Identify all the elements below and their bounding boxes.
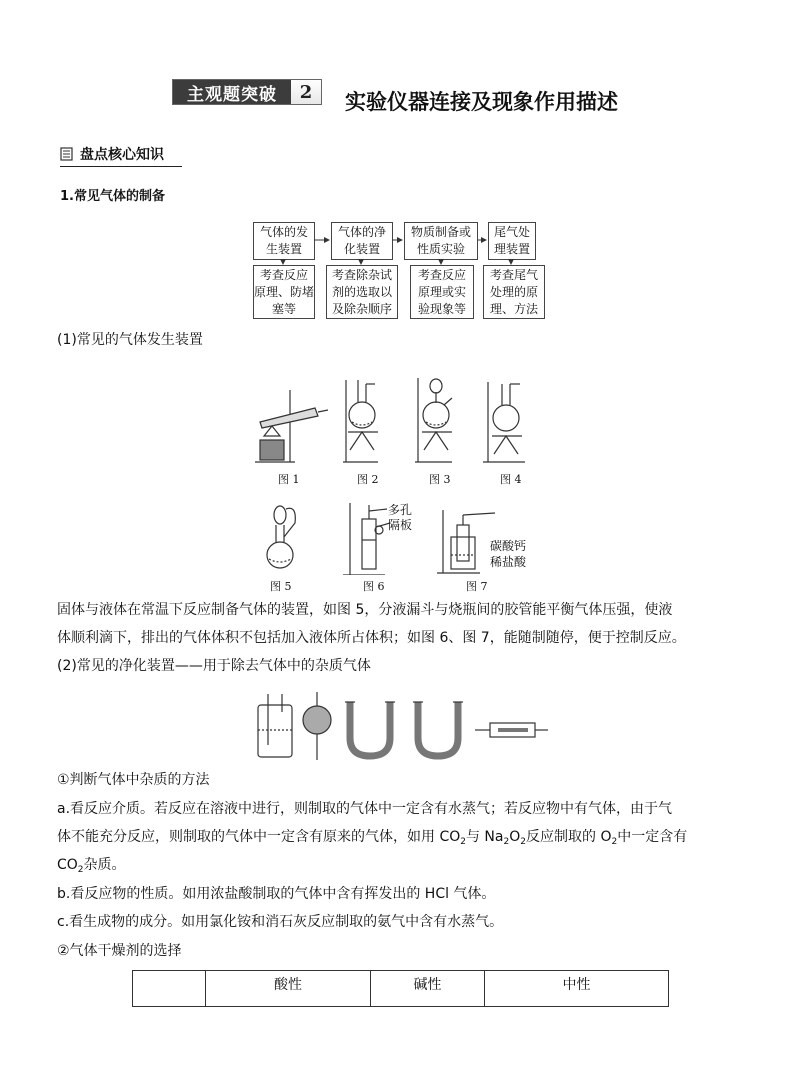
judge-a-text-3: O — [509, 829, 521, 845]
fig7-label-caco3: 碳酸钙 — [490, 539, 527, 553]
apparatus-fig2 — [343, 380, 378, 462]
table-header-cell: 酸性 — [206, 971, 371, 1007]
judge-title: ①判断气体中杂质的方法 — [57, 772, 210, 788]
flow-box-purification: 气体的净 化装置 — [331, 222, 393, 260]
apparatus-fig5 — [267, 506, 295, 568]
apparatus-fig3 — [415, 378, 452, 462]
topic-banner — [172, 79, 322, 105]
subheading-generation-devices: (1)常见的气体发生装置 — [57, 332, 203, 348]
flow-box-generation: 气体的发 生装置 — [253, 222, 315, 260]
caption-fig3: 图 3 — [429, 473, 451, 486]
u-tube-2 — [413, 702, 463, 756]
caption-fig5: 图 5 — [270, 580, 292, 593]
caption-fig6: 图 6 — [363, 580, 385, 593]
document-icon — [60, 147, 74, 161]
flow-box-exam-1: 考查反应 原理、防堵 塞等 — [253, 265, 315, 319]
fig6-porous-plate-label: 多孔 隔板 — [388, 503, 413, 532]
desiccant-table — [132, 970, 669, 1007]
flow-box-exam-4: 考查尾气 处理的原 理、方法 — [483, 265, 545, 319]
section-title: 盘点核心知识 — [80, 147, 164, 163]
page-title: 实验仪器连接及现象作用描述 — [345, 90, 618, 114]
subheading-purification-devices: (2)常见的净化装置——用于除去气体中的杂质气体 — [57, 658, 371, 674]
flow-box-tail-gas: 尾气处 理装置 — [488, 222, 536, 260]
flow-box-exam-2: 考查除杂试 剂的选取以 及除杂顺序 — [326, 265, 398, 319]
apparatus-fig4 — [483, 382, 525, 462]
flow-box-experiment: 物质制备或 性质实验 — [404, 222, 478, 260]
apparatus-fig6 — [343, 503, 390, 575]
judge-a-text-5: 中一定含有 — [617, 829, 688, 845]
table-header-row — [133, 971, 669, 1007]
caption-fig2: 图 2 — [357, 473, 379, 486]
judge-a-line3 — [57, 855, 126, 880]
gas-washing-bottle — [258, 694, 292, 757]
dry-title: ②气体干燥剂的选择 — [57, 943, 182, 959]
para1-line2: 体顺利滴下，排出的气体体积不包括加入液体所占体积；如图 6、图 7，能随制随停，便于控制反应。 — [57, 630, 686, 646]
apparatus-figures-row1 — [240, 370, 560, 470]
judge-a-text-7: 杂质。 — [83, 857, 126, 873]
caption-fig1: 图 1 — [278, 473, 300, 486]
judge-a-line2 — [57, 827, 687, 852]
purification-apparatus — [250, 690, 550, 765]
apparatus-fig1 — [255, 390, 328, 462]
horizontal-drying-tube — [475, 723, 548, 737]
caption-fig4: 图 4 — [500, 473, 522, 486]
table-header-cell: 碱性 — [371, 971, 485, 1007]
judge-a-text-6: CO — [57, 857, 78, 873]
heading-gas-preparation: 1.常见气体的制备 — [60, 189, 165, 204]
flow-box-exam-3: 考查反应 原理或实 验现象等 — [410, 265, 474, 319]
judge-b: b.看反应物的性质。如用浓盐酸制取的气体中含有挥发出的 HCl 气体。 — [57, 886, 496, 902]
section-underline — [60, 166, 182, 167]
banner-number: 2 — [291, 80, 321, 104]
table-header-cell: 中性 — [485, 971, 669, 1007]
subscript: 2 — [460, 837, 466, 847]
subscript: 2 — [503, 837, 510, 847]
flow-arrows — [240, 215, 560, 325]
subscript: 2 — [611, 837, 618, 847]
subscript: 2 — [520, 837, 526, 847]
judge-c: c.看生成物的成分。如用氯化铵和消石灰反应制取的氨气中含有水蒸气。 — [57, 914, 504, 930]
fig7-label-hcl: 稀盐酸 — [490, 555, 527, 569]
apparatus-fig7 — [437, 510, 495, 573]
judge-a-text-4: 反应制取的 O — [526, 829, 612, 845]
section-heading — [60, 143, 164, 165]
subscript: 2 — [77, 865, 84, 875]
table-header-cell — [133, 971, 206, 1007]
u-tube-1 — [345, 702, 395, 756]
judge-a-line1: a.看反应介质。若反应在溶液中进行，则制取的气体中一定含有水蒸气；若反应物中有气体，由于气 — [57, 801, 673, 817]
drying-tube-sphere — [303, 692, 331, 760]
para1-line1: 固体与液体在常温下反应制备气体的装置，如图 5，分液漏斗与烧瓶间的胶管能平衡气体压强，使液 — [57, 602, 673, 618]
judge-a-text-1: 体不能充分反应，则制取的气体中一定含有原来的气体，如用 CO — [57, 829, 461, 845]
judge-a-text-2: 与 Na — [465, 829, 504, 845]
banner-label: 主观题突破 — [173, 80, 291, 104]
caption-fig7: 图 7 — [466, 580, 488, 593]
